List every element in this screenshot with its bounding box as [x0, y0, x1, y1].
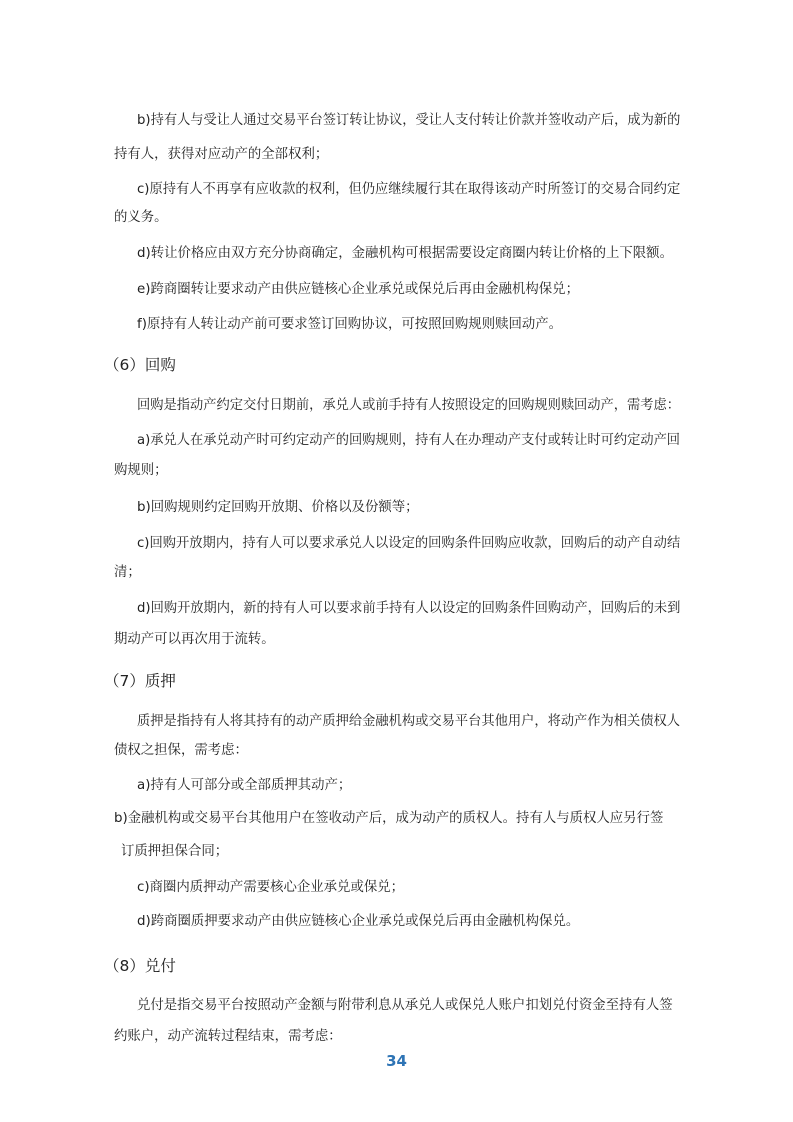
paragraph-line: 订质押担保合同； [121, 844, 229, 859]
section-heading-8: （8）兑付 [104, 957, 176, 975]
paragraph-line: b)持有人与受让人通过交易平台签订转让协议，受让人支付转让价款并签收动产后，成为新的 [137, 113, 681, 128]
paragraph-line: a)持有人可部分或全部质押其动产； [137, 778, 352, 793]
page-number: 34 [386, 1052, 407, 1070]
paragraph-line: 回购是指动产约定交付日期前，承兑人或前手持有人按照设定的回购规则赎回动产，需考虑： [137, 398, 681, 413]
paragraph-line: f)原持有人转让动产前可要求签订回购协议，可按照回购规则赎回动产。 [137, 317, 563, 332]
paragraph-line: 约账户，动产流转过程结束，需考虑： [114, 1029, 342, 1044]
paragraph-line: d)跨商圈质押要求动产由供应链核心企业承兑或保兑后再由金融机构保兑。 [137, 914, 580, 929]
paragraph-line: c)原持有人不再享有应收款的权利，但仍应继续履行其在取得该动产时所签订的交易合同约定 [137, 182, 681, 197]
paragraph-line: e)跨商圈转让要求动产由供应链核心企业承兑或保兑后再由金融机构保兑； [137, 282, 579, 297]
paragraph-line: a)承兑人在承兑动产时可约定动产的回购规则，持有人在办理动产支付或转让时可约定动产回 [137, 433, 681, 448]
paragraph-line: 债权之担保，需考虑： [114, 743, 248, 758]
paragraph-line: b)回购规则约定回购开放期、价格以及份额等； [137, 500, 419, 515]
paragraph-line: c)商圈内质押动产需要核心企业承兑或保兑； [137, 880, 405, 895]
paragraph-line: 持有人，获得对应动产的全部权利； [114, 147, 329, 162]
paragraph-line: b)金融机构或交易平台其他用户在签收动产后，成为动产的质权人。持有人与质权人应另行签 [114, 811, 664, 826]
section-heading-6: （6）回购 [104, 356, 176, 374]
paragraph-line: 期动产可以再次用于流转。 [114, 632, 275, 647]
paragraph-line: d)回购开放期内，新的持有人可以要求前手持有人以设定的回购条件回购动产，回购后的未到 [137, 601, 681, 616]
paragraph-line: 的义务。 [114, 210, 168, 225]
paragraph-line: 质押是指持有人将其持有的动产质押给金融机构或交易平台其他用户，将动产作为相关债权人 [137, 714, 681, 729]
section-heading-7: （7）质押 [104, 672, 176, 690]
paragraph-line: 购规则； [114, 463, 168, 478]
paragraph-line: d)转让价格应由双方充分协商确定，金融机构可根据需要设定商圈内转让价格的上下限额。 [137, 246, 673, 261]
paragraph-line: 清； [114, 565, 141, 580]
paragraph-line: c)回购开放期内，持有人可以要求承兑人以设定的回购条件回购应收款，回购后的动产自动结 [137, 536, 681, 551]
paragraph-line: 兑付是指交易平台按照动产金额与附带利息从承兑人或保兑人账户扣划兑付资金至持有人签 [137, 998, 673, 1013]
